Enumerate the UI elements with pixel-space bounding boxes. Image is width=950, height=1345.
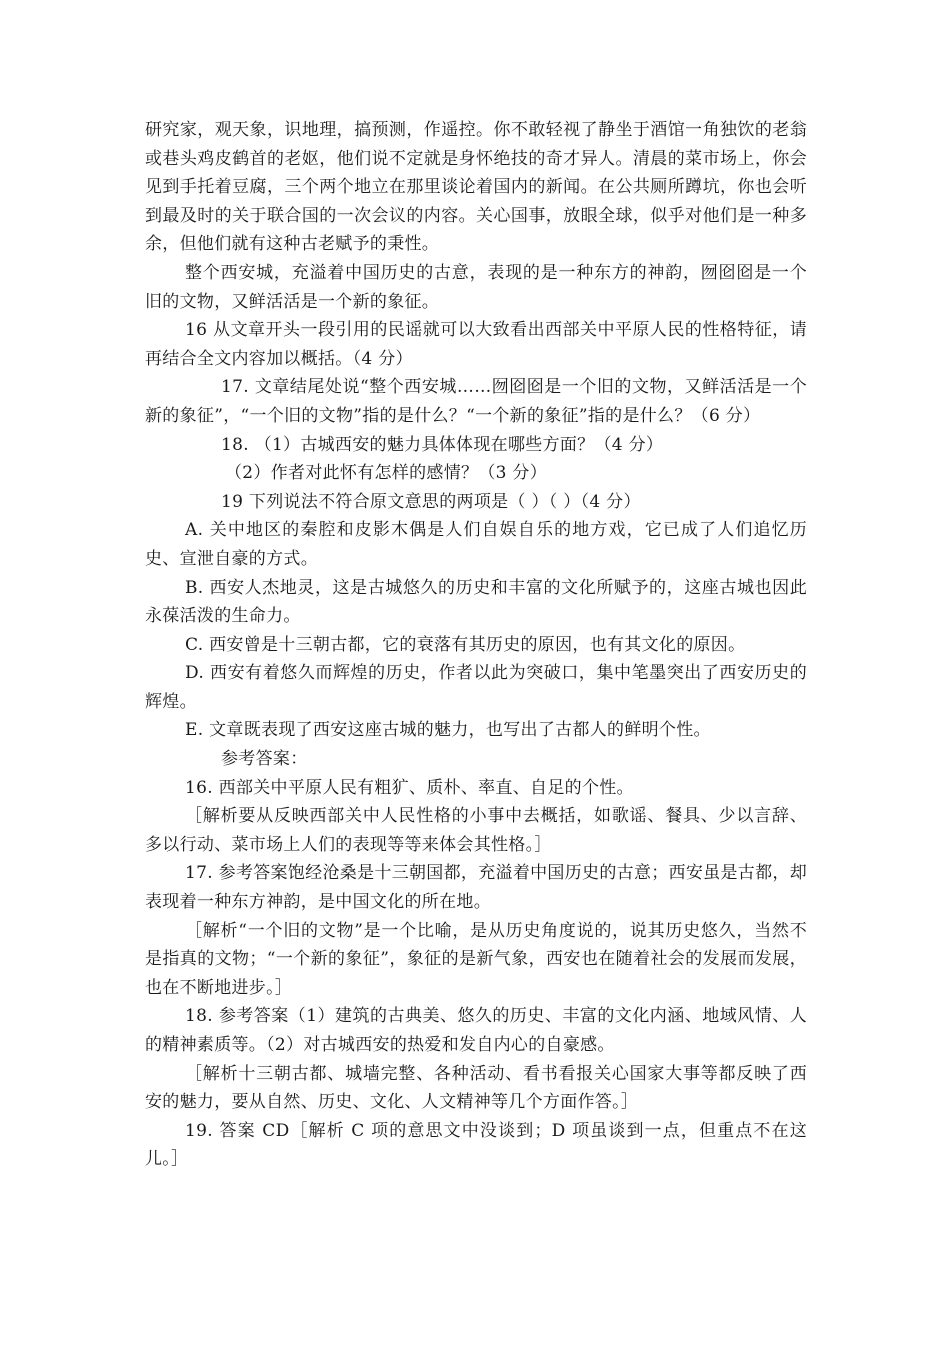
question-16: 16 从文章开头一段引用的民谣就可以大致看出西部关中平原人民的性格特征，请再结合全文内容加以概括。（4 分）: [145, 320, 807, 369]
option-d: D. 西安有着悠久而辉煌的历史，作者以此为突破口，集中笔墨突出了西安历史的辉煌。: [145, 663, 807, 712]
answer-16-note: ［解析要从反映西部关中人民性格的小事中去概括，如歌谣、餐具、少以言辞、多以行动、菜市场上人们的表现等等来体会其性格。］: [145, 806, 807, 855]
passage-paragraph: 整个西安城，充溢着中国历史的古意，表现的是一种东方的神韵，囫囵囵是一个旧的文物，又鲜活活是一个新的象征。: [145, 262, 807, 312]
option-b: B. 西安人杰地灵，这是古城悠久的历史和丰富的文化所赋予的，这座古城也因此永葆活泼的生命力。: [145, 577, 807, 627]
option-c: C. 西安曾是十三朝古都，它的衰落有其历史的原因，也有其文化的原因。: [185, 634, 746, 655]
answer-17-note: ［解析“一个旧的文物”是一个比喻，是从历史角度说的，说其历史悠久，当然不是指真的文物；“一个新的象征”，象征的是新气象，西安也在随着社会的发展而发展，也在不断地进步。］: [145, 920, 807, 998]
question-19: 19 下列说法不符合原文意思的两项是（ ）（ ）（4 分）: [221, 491, 641, 512]
question-17: 17. 文章结尾处说“整个西安城……囫囵囵是一个旧的文物，又鲜活活是一个新的象征”，“一个旧的文物”指的是什么？“一个新的象征”指的是什么？（6 分）: [145, 377, 807, 426]
answer-18: 18. 参考答案（1）建筑的古典美、悠久的历史、丰富的文化内涵、地域风情、人的精神素质等。（2）对古城西安的热爱和发自内心的自豪感。: [145, 1006, 807, 1055]
option-a: A. 关中地区的秦腔和皮影木偶是人们自娱自乐的地方戏，它已成了人们追忆历史、宣泄自豪的方式。: [145, 520, 807, 569]
answer-18-note: ［解析十三朝古都、城墙完整、各种活动、看书看报关心国家大事等都反映了西安的魅力，要从自然、历史、文化、人文精神等几个方面作答。］: [145, 1063, 807, 1113]
document-page: [145, 116, 807, 1174]
answer-17: 17. 参考答案饱经沧桑是十三朝国都，充溢着中国历史的古意；西安虽是古都，却表现着一种东方神韵，是中国文化的所在地。: [145, 863, 807, 913]
option-e: E. 文章既表现了西安这座古城的魅力，也写出了古都人的鲜明个性。: [185, 720, 711, 741]
answer-16: 16. 西部关中平原人民有粗犷、质朴、率直、自足的个性。: [185, 777, 634, 798]
answers-heading: 参考答案：: [221, 749, 308, 770]
answer-19: 19. 答案 CD［解析 C 项的意思文中没谈到；D 项虽谈到一点，但重点不在这儿。］: [145, 1120, 807, 1170]
passage-paragraph: 研究家，观天象，识地理，搞预测，作遥控。你不敢轻视了静坐于酒馆一角独饮的老翁或巷头鸡皮鹤首的老妪，他们说不定就是身怀绝技的奇才异人。清晨的菜市场上，你会见到手托着豆腐，三个两个地立在那里谈论着国内的新闻。在公共厕所蹲坑，你也会听到最及时的关于联合国的一次会议的内容。关心国事，放眼全球，似乎对他们是一种多余，但他们就有这种古老赋予的秉性。: [145, 120, 807, 255]
question-18-part-1: 18. （1）古城西安的魅力具体体现在哪些方面？（4 分）: [221, 434, 664, 455]
question-18-part-2: （2）作者对此怀有怎样的感情？（3 分）: [225, 463, 548, 484]
